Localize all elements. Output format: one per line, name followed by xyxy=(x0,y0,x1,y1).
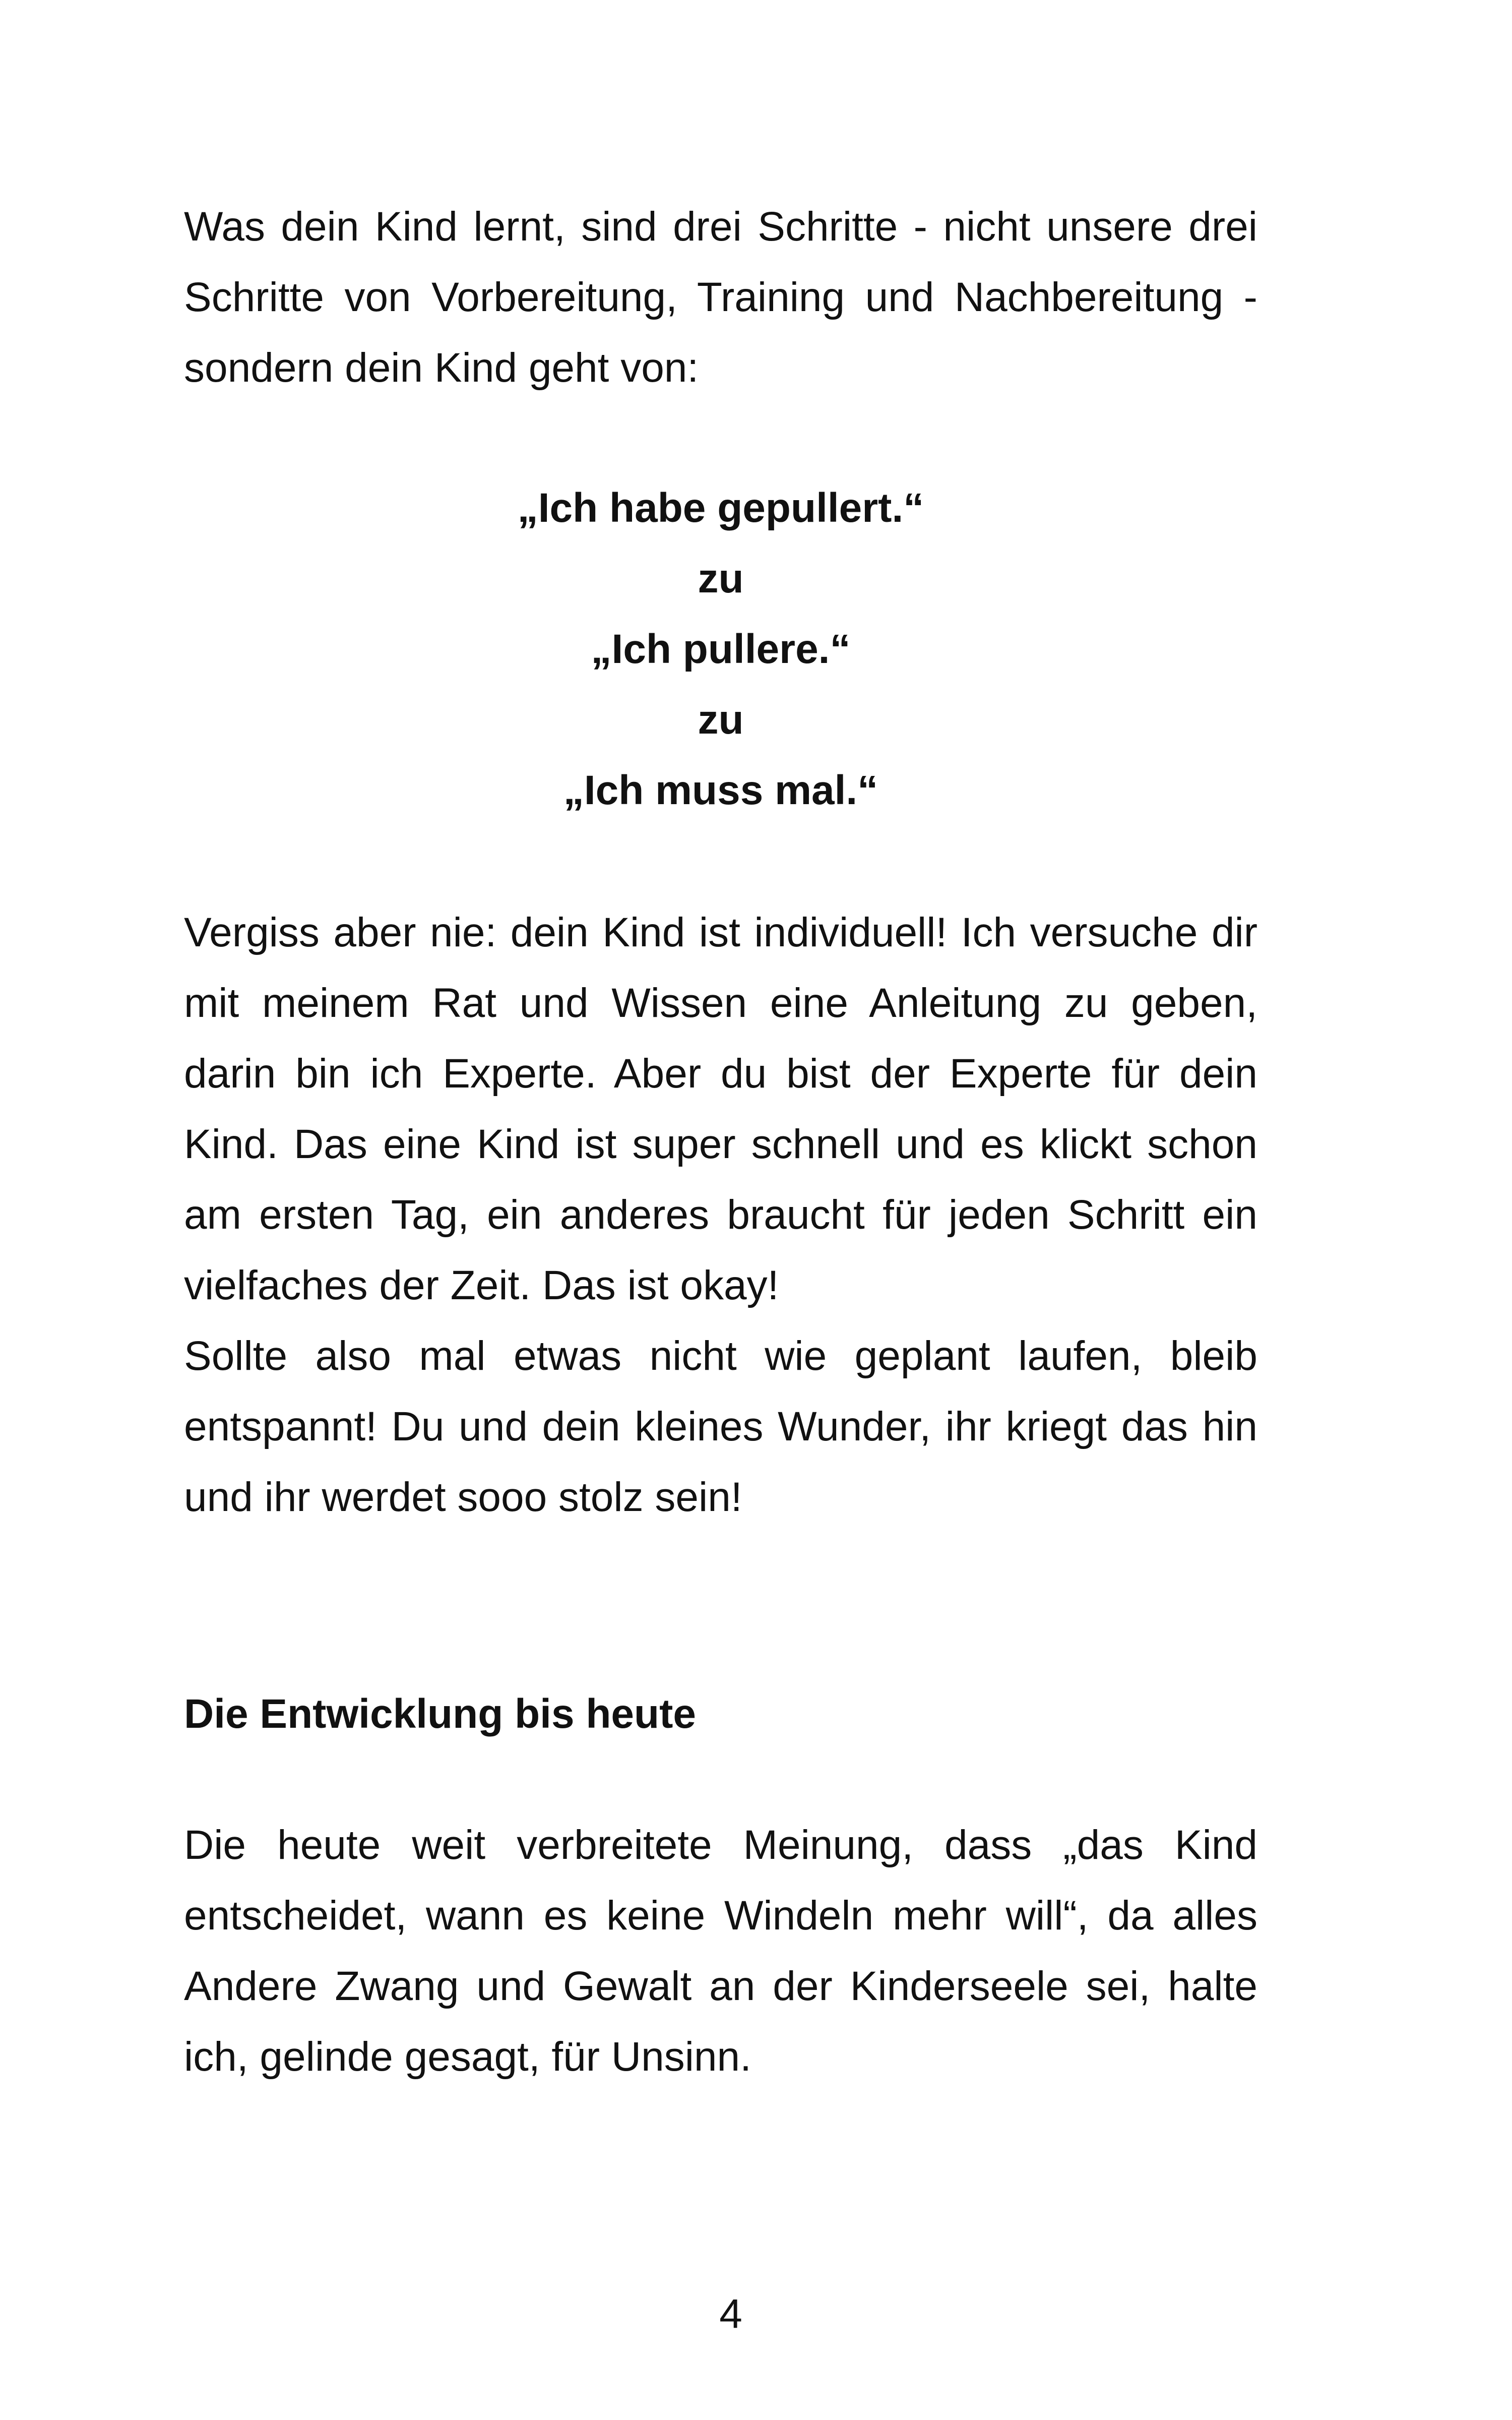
section-heading: Die Entwicklung bis heute xyxy=(184,1691,697,1737)
quote-line-2: „Ich pullere.“ xyxy=(591,626,851,672)
steps-quote xyxy=(184,473,1257,826)
individuality-text: Vergiss aber nie: dein Kind ist individuell! Ich versuche dir mit meinem Rat und Wissen eine Anleitung zu geben, darin bin ich Experte. Aber du bist der Experte für dein Kind. Das eine Kind ist super schnell und es klickt schon am ersten Tag, ein anderes braucht für jeden Schritt ein vielfaches der Zeit. Das ist okay! xyxy=(184,910,1257,1308)
page-number: 4 xyxy=(719,2291,742,2337)
intro-paragraph: Was dein Kind lernt, sind drei Schritte - nicht unsere drei Schritte von Vorbereitung, Training und Nachbereitung - sondern dein Kind geht von: xyxy=(184,204,1257,391)
opinion-paragraph: Die heute weit verbreitete Meinung, dass „das Kind entscheidet, wann es keine Windeln mehr will“, da alles Andere Zwang und Gewalt an der Kinderseele sei, halte ich, gelinde gesagt, für Unsinn. xyxy=(184,1822,1257,2080)
quote-line-3: „Ich muss mal.“ xyxy=(563,767,878,813)
quote-connector-2: zu xyxy=(698,697,744,743)
quote-line-1: „Ich habe gepullert.“ xyxy=(517,485,924,531)
quote-connector-1: zu xyxy=(698,556,744,601)
individuality-paragraph xyxy=(184,897,1257,1533)
relax-text: Sollte also mal etwas nicht wie geplant laufen, bleib entspannt! Du und dein kleines Wunder, ihr kriegt das hin und ihr werdet sooo stolz sein! xyxy=(184,1333,1257,1520)
